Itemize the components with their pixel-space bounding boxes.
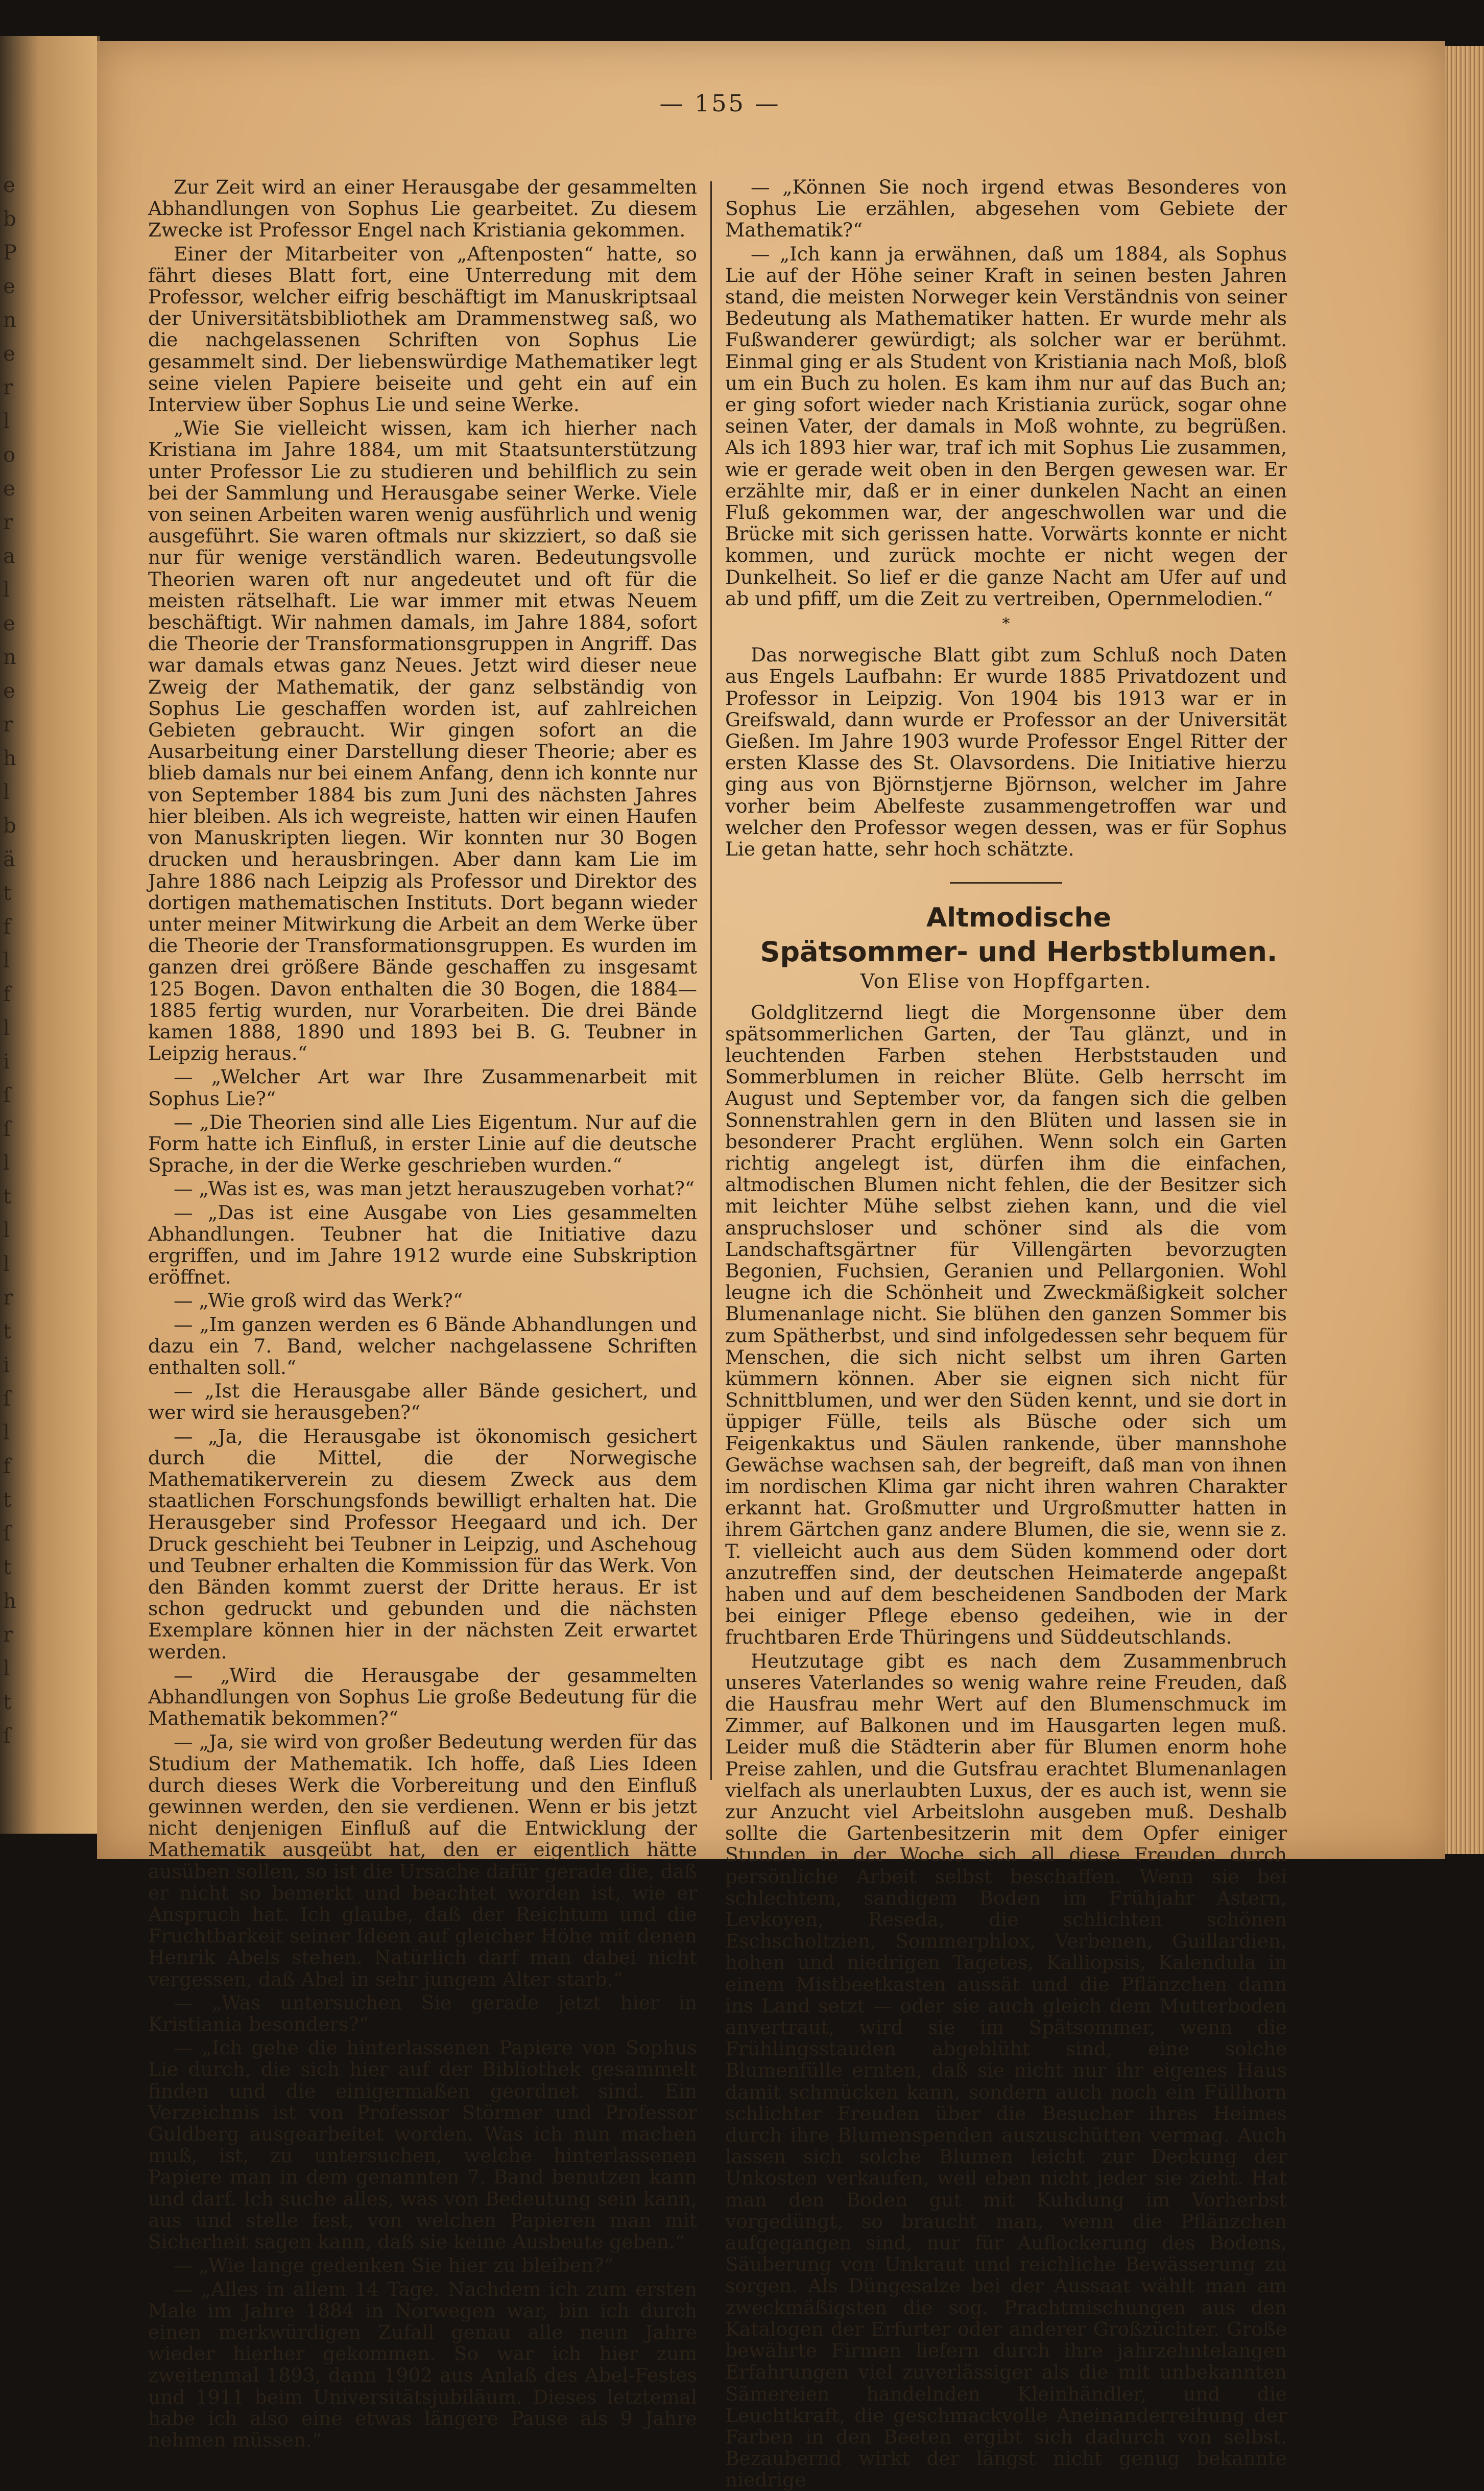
left-paragraph: — „Alles in allem 14 Tage. Nachdem ich zum ersten Male im Jahre 1884 in Norwegen war, bin ich durch einen merkwürdigen Zufall genau alle neun Jahre wieder hierher gekommen. So war ich hier zum zweitenmal 1893, dann 1902 aus Anlaß des Abel-Festes und 1911 beim Universitätsjubiläum. Dieses letztemal habe ich also eine etwas längere Pause als 9 Jahre nehmen müssen.“	[148, 2278, 697, 2451]
adjacent-page-fragment: t	[3, 1185, 12, 1208]
adjacent-page-fragment: n	[3, 646, 16, 669]
adjacent-page-fragment: t	[3, 1488, 12, 1512]
adjacent-page-fragment: r	[3, 1623, 13, 1647]
column-divider	[710, 181, 712, 1780]
adjacent-page-fragment: ä	[3, 848, 15, 871]
right-column	[725, 176, 1287, 2491]
adjacent-page-fragment: h	[3, 1590, 16, 1613]
adjacent-page-fragment: r	[3, 1286, 13, 1310]
adjacent-page-fragment: o	[3, 443, 16, 467]
left-paragraph: — „Wie groß wird das Werk?“	[174, 1289, 463, 1312]
left-paragraph: Einer der Mitarbeiter von „Aftenposten“ hatte, so fährt dieses Blatt fort, eine Unterredung mit dem Professor, welcher eifrig beschäftigt im Manuskriptsaal der Universitätsbibliothek am Drammenstweg saß, wo die nachgelassenen Schriften von Sophus Lie gesammelt sind. Der liebenswürdige Mathematiker legt seine vielen Papiere beiseite und geht ein auf ein Interview über Sophus Lie und seine Werke.	[148, 242, 697, 416]
left-paragraph: — „Das ist eine Ausgabe von Lies gesammelten Abhandlungen. Teubner hat die Initiative dazu ergriffen, und im Jahre 1912 wurde eine Subskription eröffnet.	[148, 1201, 697, 1289]
article-title-line1: Altmodische	[926, 903, 1111, 934]
adjacent-page-fragment: l	[3, 1421, 10, 1444]
adjacent-page-fragment: l	[3, 1657, 10, 1680]
adjacent-page-fragment: i	[3, 1050, 10, 1074]
left-paragraph: — „Ja, die Herausgabe ist ökonomisch gesichert durch die Mittel, die der Norwegische Mathematikerverein zu diesem Zweck aus dem staatlichen Forschungsfonds bewilligt erhalten hat. Die Herausgeber sind Professor Heegaard und ich. Der Druck geschieht bei Teubner in Leipzig, und Aschehoug und Teubner erhalten die Kommission für das Werk. Von den Bänden kommt zuerst der Dritte heraus. Er ist schon gedruckt und gebunden und die nächsten Exemplare können hier in der nächsten Zeit erwartet werden.	[148, 1425, 697, 1663]
adjacent-page-strip	[0, 36, 100, 1834]
left-paragraph: — „Was ist es, was man jetzt herauszugeben vorhat?“	[174, 1177, 695, 1200]
adjacent-page-fragment: P	[3, 241, 17, 265]
adjacent-page-fragment: l	[3, 949, 10, 972]
adjacent-page-fragment: l	[3, 1151, 10, 1175]
closing-paragraph: Das norwegische Blatt gibt zum Schluß noch Daten aus Engels Laufbahn: Er wurde 1885 Privatdozent und Professor in Leipzig. Von 1904 bis 1913 war er in Greifswald, dann wurde er Professor an der Universität Gießen. Im Jahre 1903 wurde Professor Engel Ritter der ersten Klasse des St. Olavsordens. Die Initiative hierzu ging aus von Björnstjerne Björnson, welcher im Jahre vorher beim Abelfeste zusammengetroffen war und welcher den Professor wegen dessen, was er für Sophus Lie getan hatte, sehr hoch schätzte.	[725, 644, 1287, 861]
adjacent-page-fragment: b	[3, 207, 16, 231]
left-column	[148, 176, 697, 2451]
left-paragraph: Zur Zeit wird an einer Herausgabe der gesammelten Abhandlungen von Sophus Lie gearbeitet. Zu diesem Zwecke ist Professor Engel nach Kristiania gekommen.	[148, 176, 697, 242]
adjacent-page-fragment: r	[3, 376, 13, 399]
adjacent-page-fragment: e	[3, 679, 15, 703]
page-edge-stack	[1445, 46, 1484, 1854]
adjacent-page-fragment: h	[3, 747, 16, 770]
adjacent-page-fragment: ſ	[3, 1387, 11, 1411]
adjacent-page-fragment: l	[3, 578, 10, 602]
interview-continuation	[725, 176, 1287, 609]
section-rule	[950, 882, 1062, 884]
adjacent-page-fragment: f	[3, 915, 11, 939]
adjacent-page-fragment: t	[3, 1556, 12, 1579]
adjacent-page-fragment: ſ	[3, 1118, 11, 1141]
interview-paragraph: — „Können Sie noch irgend etwas Besonderes von Sophus Lie erzählen, abgesehen vom Gebiete der Mathematik?“	[725, 176, 1287, 242]
adjacent-page-fragment: t	[3, 1320, 12, 1343]
adjacent-page-fragment: e	[3, 612, 15, 635]
adjacent-page-fragment: l	[3, 780, 10, 804]
article-paragraph: Goldglitzernd liegt die Morgensonne über dem spätsommerlichen Garten, der Tau glänzt, und in leuchtenden Farben stehen Herbststauden und Sommerblumen in reicher Blüte. Gelb herrscht im August und September vor, da fangen sich die gelben Sonnenstrahlen gern in den Blüten und lassen sie in besonderer Pracht erglühen. Wenn solch ein Garten richtig angelegt ist, dürfen ihm die einfachen, altmodischen Blumen nicht fehlen, die der Besitzer sich mit leichter Mühe selbst ziehen kann, und die viel anspruchsloser und schöner sind als die vom Landschaftsgärtner für Villengärten bevorzugten Begonien, Fuchsien, Geranien und Pellargonien. Wohl leugne ich die Schönheit und Zweckmäßigkeit solcher Blumenanlage nicht. Sie blühen den ganzen Sommer bis zum Spätherbst, und sind infolgedessen sehr bequem für Menschen, die sich nicht selbst um ihren Garten kümmern können. Aber sie eignen sich nicht für Schnittblumen, und wer den Süden kennt, und sie dort in üppiger Fülle, teils als Büsche oder sich um Feigenkaktus und Säulen rankende, über mannshohe Gewächse wachsen sah, der begreift, daß man von ihnen im nordischen Klima gar nicht ihren wahren Charakter erkannt hat. Großmutter und Urgroßmutter hatten in ihrem Gärtchen ganz andere Blumen, die sie, wenn sie z. T. vielleicht auch aus dem Süden kommend oder dort anzutreffen sind, der deutschen Heimaterde angepaßt haben und auf dem bescheidenen Sandboden der Mark bei einiger Pflege ebenso gedeihen, wie in der fruchtbaren Erde Thüringens und Süddeutschlands.	[725, 1001, 1287, 1649]
left-paragraph: — „Ist die Herausgabe aller Bände gesichert, und wer wird sie herausgeben?“	[148, 1380, 697, 1424]
left-paragraph: „Wie Sie vielleicht wissen, kam ich hierher nach Kristiana im Jahre 1884, um mit Staatsunterstützung unter Professor Lie zu studieren und behilflich zu sein bei der Sammlung und Herausgabe seiner Werke. Viele von seinen Arbeiten waren wenig ausführlich und wenig ausgeführt. Sie waren oftmals nur skizziert, so daß sie nur für wenige verständlich waren. Bedeutungsvolle Theorien waren oft nur angedeutet und oft für die meisten rätselhaft. Lie war immer mit etwas Neuem beschäftigt. Wir nahmen damals, im Jahre 1884, sofort die Theorie der Transformationsgruppen in Angriff. Das war damals etwas ganz Neues. Jetzt wird dieser neue Zweig der Mathematik, der ganz selbständig von Sophus Lie geschaffen worden ist, auf zahlreichen Gebieten gebraucht. Wir gingen sofort an die Ausarbeitung einer Darstellung dieser Theorie; aber es blieb damals nur bei einem Anfang, denn ich konnte nur von September 1884 bis zum Juni des nächsten Jahres hier bleiben. Als ich wegreiste, hatten wir einen Haufen von Manuskripten liegen. Wir konnten nur 30 Bogen drucken und herausbringen. Aber dann kam Lie im Jahre 1886 nach Leipzig als Professor und Direktor des dortigen mathematischen Instituts. Dort begann wieder unter meiner Mitwirkung die Arbeit an dem Werke über die Theorie der Transformationsgruppen. Es wurden im ganzen drei größere Bände geschaffen zu insgesamt 125 Bogen. Davon enthalten die 30 Bogen, die 1884—1885 fertig wurden, nur Vorarbeiten. Die drei Bände kamen 1888, 1890 und 1893 bei B. G. Teubner in Leipzig heraus.“	[148, 417, 697, 1065]
article-body	[725, 1002, 1287, 2491]
left-paragraph: — „Welcher Art war Ihre Zusammenarbeit mit Sophus Lie?“	[148, 1065, 697, 1110]
adjacent-page-fragment: a	[3, 544, 15, 568]
adjacent-page-fragment: l	[3, 1016, 10, 1040]
article-paragraph: Heutzutage gibt es nach dem Zusammenbruch unseres Vaterlandes so wenig wahre reine Freuden, daß die Hausfrau mehr Wert auf den Blumenschmuck im Zimmer, auf Balkonen und im Hausgarten legen muß. Leider muß die Städterin aber für Blumen enorm hohe Preise zahlen, und die Gutsfrau erachtet Blumenanlagen vielfach als unerlaubten Luxus, der es auch ist, wenn sie zur Anzucht viel Arbeitslohn ausgeben muß. Deshalb sollte die Gartenbesitzerin mit dem Opfer einiger Stunden in der Woche sich all diese Freuden durch persönliche Arbeit selbst beschaffen. Wenn sie bei schlechtem, sandigem Boden im Frühjahr Astern, Levkoyen, Reseda, die schlichten schönen Eschscholtzien, Sommerphlox, Verbenen, Guillardien, hohen und niedrigen Tagetes, Kalliopsis, Kalendula in einem Mistbeetkasten aussät und die Pflänzchen dann ins Land setzt — oder sie auch gleich dem Mutterboden anvertraut, wird sie im Spätsommer, wenn die Frühlingsstauden abgeblüht sind, eine solche Blumenfülle ernten, daß sie nicht nur ihr eigenes Haus damit schmücken kann, sondern auch noch ein Füllhorn schlichter Freuden über die Besucher ihres Heimes durch ihre Blumenspenden auszuschütten vermag. Auch lassen sich solche Blumen leicht zur Deckung der Unkosten verkaufen, weil eben nicht jeder sie zieht. Hat man den Boden gut mit Kuhdung im Vorherbst vorgedüngt, so braucht man, wenn die Pflänzchen aufgegangen sind, nur für Auflockerung des Bodens, Säuberung von Unkraut und reichliche Bewässerung zu sorgen. Als Düngesalze bei der Aussaat wählt man am zweckmäßigsten die sog. Prachtmischungen aus den Katalogen der Erfurter oder anderer Großzüchter. Große bewährte Firmen liefern durch ihre jahrzehntelangen Erfahrungen viel zuverlässiger als die mit unbekannten Sämereien handelnden Kleinhändler, und die Leuchtkraft, die geschmackvolle Aneinanderreihung der Farben in den Beeten ergibt sich dadurch von selbst. Bezaubernd wirkt der längst nicht genug bekannte niedrige	[725, 1649, 1287, 2491]
adjacent-page-fragment: f	[3, 983, 11, 1006]
page-number: — 155 —	[659, 89, 781, 117]
adjacent-page-fragment: t	[3, 1691, 12, 1714]
interview-paragraph: — „Ich kann ja erwähnen, daß um 1884, als Sophus Lie auf der Höhe seiner Kraft in seinen besten Jahren stand, die meisten Norweger kein Verständnis von seiner Bedeutung als Mathematiker hatten. Er wurde mehr als Fußwanderer gewürdigt; als solcher war er berühmt. Einmal ging er als Student von Kristiania nach Moß, bloß um ein Buch zu holen. Es kam ihm nur auf das Buch an; er ging sofort wieder nach Kristiania zurück, sogar ohne seinen Vater, der damals in Moß wohnte, zu begrüßen. Als ich 1893 hier war, traf ich mit Sophus Lie zusammen, wie er gerade weit oben in den Bergen gewesen war. Er erzählte mir, daß er in einer dunkelen Nacht an einen Fluß gekommen war, der angeschwollen war und die Brücke mit sich gerissen hatte. Vorwärts konnte er nicht kommen, und zurück mochte er nicht wegen der Dunkelheit. So lief er die ganze Nacht am Ufer auf und ab und pfiff, um die Zeit zu vertreiben, Opernmelodien.“	[725, 242, 1287, 610]
left-paragraph: — „Im ganzen werden es 6 Bände Abhandlungen und dazu ein 7. Band, welcher nachgelassene Schriften enthalten soll.“	[148, 1313, 697, 1379]
adjacent-page-fragment: l	[3, 410, 10, 433]
adjacent-page-fragment: n	[3, 309, 16, 332]
adjacent-page-fragment: t	[3, 882, 12, 905]
adjacent-page-fragment: e	[3, 275, 15, 298]
adjacent-page-fragment: e	[3, 342, 15, 366]
left-paragraph: — „Wie lange gedenken Sie hier zu bleiben?“	[174, 2254, 614, 2277]
adjacent-page-fragment: l	[3, 1219, 10, 1242]
left-paragraph: — „Was untersuchen Sie gerade jetzt hier in Kristiania besonders?“	[148, 1991, 697, 2036]
adjacent-page-fragment: i	[3, 1354, 10, 1377]
adjacent-page-fragment: e	[3, 174, 15, 197]
adjacent-page-fragment: f	[3, 1455, 11, 1478]
left-paragraph: — „Ja, sie wird von großer Bedeutung werden für das Studium der Mathematik. Ich hoffe, daß Lies Ideen durch dieses Werk die Vorbereitung und den Einfluß gewinnen werden, den sie verdienen. Wenn er bis jetzt nicht denjenigen Einfluß auf die Entwicklung der Mathematik ausgeübt hat, den er eigentlich hätte ausüben sollen, so ist die Ursache dafür gerade die, daß er nicht so bemerkt und beachtet worden ist, wie er Anspruch hat. Ich glaube, daß der Reichtum und die Fruchtbarkeit seiner Ideen auf gleicher Höhe mit denen Henrik Abels stehen. Natürlich darf man dabei nicht vergessen, daß Abel in sehr jungem Alter starb.“	[148, 1730, 697, 1990]
adjacent-page-fragment: ſ	[3, 1522, 11, 1546]
article-title-line2: Spätsommer- und Herbstblumen.	[760, 936, 1278, 968]
adjacent-page-fragment: ſ	[3, 1084, 11, 1107]
left-paragraph: — „Die Theorien sind alle Lies Eigentum. Nur auf die Form hatte ich Einfluß, in erster Linie auf die deutsche Sprache, in der die Werke geschrieben wurden.“	[148, 1110, 697, 1177]
adjacent-page-fragment: r	[3, 511, 13, 534]
separator-star: *	[1002, 615, 1010, 633]
adjacent-page-fragment: r	[3, 713, 13, 737]
adjacent-page-fragment: b	[3, 814, 16, 838]
adjacent-page-fragment: e	[3, 477, 15, 501]
left-paragraph: — „Ich gehe die hinterlassenen Papiere von Sophus Lie durch, die sich hier auf der Bibliothek gesammelt finden und die einigermaßen geordnet sind. Ein Verzeichnis ist von Professor Störmer und Professor Guldberg ausgearbeitet worden. Was ich nun machen muß, ist, zu untersuchen, welche hinterlassenen Papiere man in dem genannten 7. Band benutzen kann und darf. Ich suche alles, was von Bedeutung sein kann, aus und stelle fest, von welchen Papieren man mit Sicherheit sagen kann, daß sie keine Ausbeute geben.“	[148, 2036, 697, 2253]
adjacent-page-fragment: ſ	[3, 1724, 11, 1748]
article-byline: Von Elise von Hopffgarten.	[860, 970, 1152, 993]
left-paragraph: — „Wird die Herausgabe der gesammelten Abhandlungen von Sophus Lie große Bedeutung für die Mathematik bekommen?“	[148, 1664, 697, 1730]
adjacent-page-fragment: l	[3, 1252, 10, 1276]
